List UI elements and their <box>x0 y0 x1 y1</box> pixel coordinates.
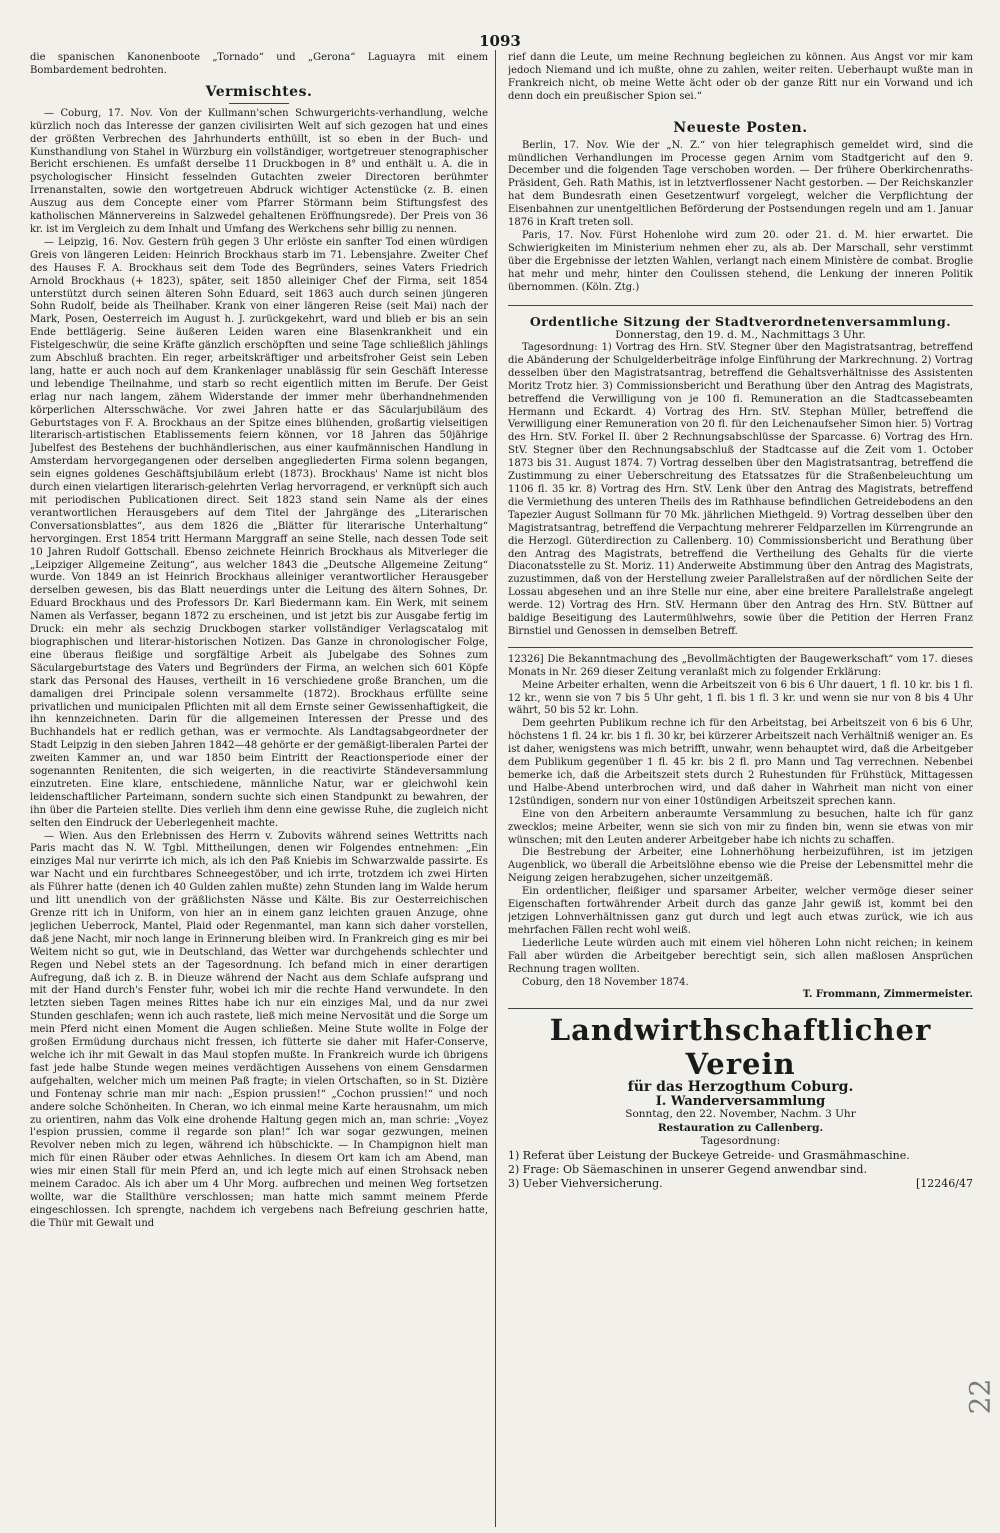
column-divider <box>495 50 496 1527</box>
ad-verein-item-2: 2) Frage: Ob Säemaschinen in unserer Gegend anwendbar sind. <box>508 1162 867 1176</box>
article-coburg: — Coburg, 17. Nov. Von der Kullmann'schen Schwurgerichts-verhandlung, welche kürzlich noch das Interesse der ganzen civilisirten Welt auf sich gezogen hat und eines der größten Verbrechen des Jahrhunderts enthüllt, ist so eben in der Buch- und Kunsthandlung von Stahel in Würzburg ein vollständiger, wortgetreuer stenographischer Bericht erschienen. Es umfaßt derselbe 11 Druckbogen in 8° und enthält u. A. die in psychologischer Hinsicht fesselnden Gutachten zweier Directoren berühmter Irrenanstalten, sowie den wortgetreuen Abdruck wichtiger Actenstücke (z. B. einen Auszug aus dem Concepte einer vom Pfarrer Störmann beim Stiftungsfest des katholischen Männervereins in Salzwedel gehaltenen Eröffnungsrede). Der Preis von 36 kr. ist im Vergleich zu dem Inhalt und Umfang des Werkchens sehr billig zu nennen. <box>30 107 488 235</box>
news-paris: Paris, 17. Nov. Fürst Hohenlohe wird zum 20. oder 21. d. M. hier erwartet. Die Schwierigkeiten im Ministerium nehmen eher zu, als ab. Der Marschall, sehr verstimmt über die Ergebnisse der letzten Wahlen, verlangt nach einem Ministère de combat. Broglie hat mehr und mehr, hinter den Coulissen stehend, die Lenkung der inneren Politik übernommen. (Köln. Ztg.) <box>508 229 973 293</box>
section-title-vermischtes: Vermischtes. <box>205 83 313 100</box>
ad-verein-meeting-title: I. Wanderversammlung <box>655 1093 826 1109</box>
ad-frommann-closing: Liederliche Leute würden auch mit einem viel höheren Lohn nicht reichen; in keinem Fall aber würden die Arbeitgeber berechtigt sein, sich allen maßlosen Ansprüchen Rechnung tragen wollten. <box>508 937 973 975</box>
separator-rule-3 <box>508 1008 973 1009</box>
article-leipzig: — Leipzig, 16. Nov. Gestern früh gegen 3 Uhr erlöste ein sanfter Tod einen würdigen Greis von längeren Leiden: Heinrich Brockhaus starb im 71. Lebensjahre. Zweiter Chef des Hauses F. A. Brockhaus seit dem Tode des Begründers, seines Vaters Friedrich Arnold Brockhaus (+ 1823), später, seit 1850 alleiniger Chef der Firma, seit 1854 unterstützt durch seinen älteren Sohn Eduard, seit 1863 auch durch seinen jüngeren Sohn Rudolf, beide als Theilhaber. Krank von einer längeren Reise (seit Mai) nach der Mark, Posen, Oesterreich im August h. J. zurückgekehrt, ward und blieb er bis an sein Ende bettlägerig. Seine äußeren Leiden waren eine Blasenkrankheit und ein Fistelgeschwür, die seine Kräfte gänzlich erschöpften und seine Tage schließlich jählings zum Abschluß brachten. Ein reger, arbeitskräftiger und arbeitsfroher Geist sein Leben lang, hatte er auch noch auf dem Krankenlager unablässig für sein Geschäft Interesse und lebendige Theilnahme, und starb so recht eigentlich mitten im Berufe. Der Geist erlag nur nach langem, zähem Widerstande der immer mehr überhandnehmenden körperlichen Altersschwäche. Vor zwei Jahren hatte er das Säcularjubiläum des Geburtstages von F. A. Brockhaus an der Spitze eines blühenden, großartig vielseitigen literarisch-artistischen Etablissements feiern können, vor 18 Jahren das 50jährige Jubelfest des Bestehens der buchhändlerischen, aus einer kaufmännischen Handlung in Amsterdam hervorgegangenen oder derselben angegliederten Firma solenn begangen, sein eignes goldenes Geschäftsjubiläum erlebt (1873). Brockhaus' Name ist nicht blos durch einen vielartigen literarisch-gelehrten Verlag hervorragend, er verknüpft sich auch mit periodischen Publicationen direct. Seit 1823 stand sein Name als der eines verantwortlichen Herausgebers auf dem Titel der Jahrgänge des „Literarischen Conversationsblattes“, aus dem 1826 die „Blätter für literarische Unterhaltung“ hervorgingen. Erst 1854 tritt Hermann Marggraff an seine Stelle, nach dessen Tode seit 10 Jahren Rudolf Gottschall. Ebenso zeichnete Heinrich Brockhaus als Mitverleger die „Leipziger Allgemeine Zeitung“, aus welcher 1843 die „Deutsche Allgemeine Zeitung“ wurde. Von 1849 an ist Heinrich Brockhaus alleiniger verantwortlicher Herausgeber derselben gewesen, bis das Blatt neuerdings unter die Leitung des ältern Sohnes, Dr. Eduard Brockhaus und des Professors Dr. Karl Biedermann kam. Ein Werk, mit seinem Namen als Verfasser, begann 1872 zu erscheinen, und ist jetzt bis zur Ausgabe fertig im Druck: ein mehr als sechzig Druckbogen starker vollständiger Verlagscatalog mit biographischen und literar-historischen Notizen. Das Ganze in chronologischer Folge, eine überaus fleißige und sorgfältige Arbeit als Jubelgabe des Sohnes zum Säculargeburtstage des Vaters und Begründers der Firma, an welchen sich 601 Köpfe stark das Personal des Hauses, vertheilt in 16 verschiedene große Branchen, um die damaligen drei Principale solenn versammelte (1872). Brockhaus erfüllte seine privatlichen und municipalen Pflichten mit all dem Ernste seiner Gewissenhaftigkeit, die ihn kennzeichneten. Darin für die allgemeinen Interessen der Presse und des Buchhandels hat er redlich gethan, was er vermochte. Als Landtagsabgeordneter der Stadt Leipzig in den sieben Jahren 1842—48 gehörte er der gemäßigt-liberalen Partei der zweiten Kammer an, und war 1850 beim Eintritt der Reactionsperiode einer der sogenannten Renitenten, die sich weigerten, in die reactivirte Ständeversammlung einzutreten. Eine klare, entschiedene, männliche Natur, war er gleichwohl kein leidenschaftlicher Parteimann, sondern suchte sich einen Standpunkt zu bewahren, der ihn über die Parteien stellte. Dies verlieh ihm denn eine gewisse Ruhe, die zugleich nicht selten den Eindruck der Ueberlegenheit machte. <box>30 236 488 829</box>
ad-frommann-meeting: Eine von den Arbeitern anberaumte Versammlung zu besuchen, halte ich für ganz zwecklos; meine Arbeiter, wenn sie sich von mir zu finden bin, wenn sie etwas von mir wünschen; mit den Leuten anderer Arbeitgeber habe ich nichts zu schaffen. <box>508 808 973 846</box>
ad-frommann-worker: Ein ordentlicher, fleißiger und sparsamer Arbeiter, welcher vermöge dieser seiner Eigenschaften fortwährender Arbeit durch das ganze Jahr gewiß ist, kommt bei den jetzigen Lohnverhältnissen ganz gut durch und legt auch etwas zurück, wie ich aus mehrfachen Fällen recht wohl weiß. <box>508 886 973 936</box>
ad-frommann-date: Coburg, den 18 November 1874. <box>522 976 689 988</box>
article-wien: — Wien. Aus den Erlebnissen des Herrn v. Zubovits während seines Wettritts nach Paris macht das N. W. Tgbl. Mittheilungen, denen wir Folgendes entnehmen: „Ein einziges Mal nur verirrte ich mich, als ich den Paß Kniebis im Schwarzwalde passirte. Es war Nacht und ein furchtbares Schneegestöber, und ich irrte, trotzdem ich zwei Hirten als Führer hatte (denen ich 40 Gulden zahlen mußte) zehn Stunden lang im Walde herum und litt unendlich von der gräßlichsten Nässe und Kälte. Bis zur Oesterreichischen Grenze ritt ich in Uniform, von hier an in einem ganz leichten grauen Anzuge, ohne jeglichen Ueberrock, Mantel, Plaid oder Regenmantel, man kann sich daher vorstellen, daß jene Nacht, mir noch lange in Erinnerung bleiben wird. In Frankreich ging es mir bei Weitem nicht so gut, wie in Deutschland, das Wetter war durchgehends schlechter und Regen und Nebel stets an der Tagesordnung. Ich befand mich in einer derartigen Aufregung, daß ich z. B. in Dieuze während der Nacht aus dem Schlafe aufsprang und mit der Hand durch's Fenster fuhr, wobei ich mir die rechte Hand verwundete. In den letzten sieben Tagen meines Rittes habe ich nur ein einziges Mal, und da nur zwei Stunden geschlafen; wenn ich auch rastete, ließ mich meine Nervosität und die Sorge um mein Pferd nicht einen Moment die Augen schließen. Meine Stute wollte in Folge der großen Ermüdung durchaus nicht fressen, ich fütterte sie daher mit Hafer-Conserve, welche ich ihr mit Gewalt in das Maul stopfen mußte. In Frankreich wurde ich übrigens fast jede halbe Stunde wegen meines verdächtigen Aussehens von einem Gensdarmen aufgehalten, welcher mich um meinen Paß fragte; in vielen Ortschaften, so in St. Dizière und Fontenay schrie man mir nach: „Espion prussien!“ „Cochon prussien!“ und noch andere solche Schönheiten. In Cheran, wo ich einmal meine Karte herausnahm, um mich zu orientiren, nahm das Volk eine drohende Haltung gegen mich an, man schrie: „Voyez l'espion prussien, comme il regarde son plan!“ Ich war sogar gezwungen, meinen Revolver neben mich zu legen, während ich hübschickte. — In Champignon hielt man mich für einen Räuber oder etwas Aehnliches. In diesem Ort kam ich am Abend, man wies mir einen Stall für mein Pferd an, und ich legte mich auf einen Strohsack neben meinem Caradoc. Als ich aber um 4 Uhr Morg. aufbrechen und meinen Weg fortsetzen wollte, war die Stallthüre verschlossen; man hatte mich sammt meinem Pferde eingeschlossen. Ich sprengte, nachdem ich vergebens nach Befreiung geschrien hatte, die Thür mit Gewalt und <box>30 830 488 1229</box>
right-column <box>508 52 973 1527</box>
ad-frommann-intro: 12326] Die Bekanntmachung des „Bevollmächtigten der Baugewerkschaft“ vom 17. dieses Monats in Nr. 269 dieser Zeitung veranlaßt mich zu folgender Erklärung: <box>508 653 973 678</box>
section-title-neueste-posten: Neueste Posten. <box>673 119 808 136</box>
ad-verein-item-3: 3) Ueber Viehversicherung. <box>508 1176 663 1190</box>
news-berlin: Berlin, 17. Nov. Wie der „N. Z.“ von hier telegraphisch gemeldet wird, sind die mündlichen Verhandlungen im Processe gegen Arnim vom Stadtgericht auf den 9. December und die folgenden Tage verschoben worden. — Der frühere Oberkirchenraths-Präsident, Geh. Rath Mathis, ist in letztverflossener Nacht gestorben. — Der Reichskanzler hat dem Bundesrath einen Gesetzentwurf vorgelegt, welcher die Verpflichtung der Eisenbahnen zur unentgeltlichen Beförderung der Postsendungen regeln und am 1. Januar 1876 in Kraft treten soll. <box>508 139 973 229</box>
ad-frommann-signature: T. Frommann, Zimmermeister. <box>802 989 973 1001</box>
separator-rule-2 <box>508 647 973 648</box>
ad-frommann-wages: Meine Arbeiter erhalten, wenn die Arbeitszeit von 6 bis 6 Uhr dauert, 1 fl. 10 kr. bis 1 fl. 12 kr., wenn sie von 7 bis 5 Uhr geht, 1 fl. bis 1 fl. 3 kr. und wenn sie nur von 8 bis 4 Uhr währt, 50 bis 52 kr. Lohn. <box>508 679 973 717</box>
ad-verein-agenda-title: Tagesordnung: <box>700 1135 781 1148</box>
ad-verein-subtitle: für das Herzogthum Coburg. <box>627 1079 854 1096</box>
page-number: 1093 <box>479 32 521 50</box>
ad-verein-item-1: 1) Referat über Leistung der Buckeye Getreide- und Grasmähmaschine. <box>508 1148 910 1162</box>
section-rule <box>229 103 289 104</box>
separator-rule <box>508 305 973 306</box>
ad-verein-date: Sonntag, den 22. November, Nachm. 3 Uhr <box>625 1108 856 1121</box>
ad-verein-place: Restauration zu Callenberg. <box>657 1121 824 1134</box>
ad-verein-last-line <box>508 1177 973 1191</box>
ad-verein-reference: [12246/47 <box>916 1176 973 1190</box>
ad-verein-title: Landwirthschaftlicher Verein <box>549 1013 932 1082</box>
session-date: Donnerstag, den 19. d. M., Nachmittags 3 Uhr. <box>615 328 866 341</box>
ad-frommann-raise: Die Bestrebung der Arbeiter, eine Lohnerhöhung herbeizuführen, ist im jetzigen Augenblick, wo überall die Arbeitslöhne ebenso wie die Preise der Lebensmittel mehr die Neigung zeigen herabzugehen, sicher unzeitgemäß. <box>508 847 973 885</box>
session-title: Ordentliche Sitzung der Stadtverordnetenversammlung. <box>529 313 952 329</box>
left-column <box>30 52 488 1527</box>
left-intro-text: die spanischen Kanonenboote „Tornado“ und „Gerona“ Laguayra mit einem Bombardement bedrohten. <box>30 52 488 76</box>
session-agenda: Tagesordnung: 1) Vortrag des Hrn. StV. Stegner über den Magistratsantrag, betreffend die Abänderung der Schulgelderbeiträge infolge Einführung der Markrechnung. 2) Vortrag desselben über den Magistratsantrag, betreffend die Gehaltsverhältnisse des Assistenten Moritz Trotz hier. 3) Commissionsbericht und Berathung über den Antrag des Magistrats, betreffend die Verwilligung von je 100 fl. Remuneration an die Stadtcassebeamten Hermann und Eckardt. 4) Vortrag des Hrn. StV. Stephan Müller, betreffend die Verwilligung einer Remuneration von 20 fl. für den Leichenaufseher Simon hier. 5) Vortrag des Hrn. StV. Forkel II. über 2 Rechnungsabschlüsse der Sparcasse. 6) Vortrag des Hrn. StV. Stegner über den Rechnungsabschluß der Stadtcasse auf die Zeit vom 1. October 1873 bis 31. August 1874. 7) Vortrag desselben über den Magistratsantrag, betreffend die Zustimmung zu einer Ueberschreitung des Etatssatzes für die Straßenbeleuchtung um 1106 fl. 35 kr. 8) Vortrag des Hrn. StV. Lenk über den Antrag des Magistrats, betreffend die Vermiethung des unteren Theils des im Rathhause befindlichen Getreidebodens an den Tapezier August Sollmann für 70 Mk. jährlichen Miethgeld. 9) Vortrag desselben über den Magistratsantrag, betreffend die Verpachtung mehrerer Feldparzellen im Kürrengrunde an die Herzogl. Güterdirection zu Callenberg. 10) Commissionsbericht und Berathung über den Antrag des Magistrats, betreffend die Vertheilung des Gehalts für die vierte Diaconatsstelle zu St. Moriz. 11) Anderweite Abstimmung über den Antrag des Magistrats, zuzustimmen, daß von der Herstellung zweier Parallelstraßen auf der nördlichen Seite der Lossau abgesehen und an ihre Stelle nur eine, aber eine breitere Parallelstraße angelegt werde. 12) Vortrag des Hrn. StV. Hermann über den Antrag des Hrn. StV. Büttner auf baldige Beseitigung des Lautermühlwehrs, sowie über die Petition der Herren Franz Birnstiel und Genossen in demselben Betreff. <box>508 342 973 637</box>
margin-note: 22 <box>963 1378 997 1415</box>
right-intro-text: rief dann die Leute, um meine Rechnung begleichen zu können. Aus Angst vor mir kam jedoch Niemand und ich mußte, ohne zu zahlen, weiter reiten. Ueberhaupt wußte man in Frankreich nicht, ob meine Wette ächt oder ob der ganze Ritt nur ein Vorwand und ich denn doch ein preußischer Spion sei.“ <box>508 52 973 102</box>
ad-frommann-hours: Dem geehrten Publikum rechne ich für den Arbeitstag, bei Arbeitszeit von 6 bis 6 Uhr, höchstens 1 fl. 24 kr. bis 1 fl. 30 kr, bei kürzerer Arbeitszeit nach Verhältniß weniger an. Es ist daher, wenigstens was mich betrifft, unwahr, wenn behauptet wird, daß die Arbeitgeber dem Publikum gegenüber 1 fl. 45 kr. bis 2 fl. pro Mann und Tag verrechnen. Nebenbei bemerke ich, daß die Arbeitszeit stets durch 2 Ruhestunden für Frühstück, Mittagessen und Halbe-Abend unterbrochen wird, und daß daher in Wahrheit man nicht von einer 12stündigen, sondern nur von einer 10stündigen Arbeitszeit sprechen kann. <box>508 718 973 807</box>
